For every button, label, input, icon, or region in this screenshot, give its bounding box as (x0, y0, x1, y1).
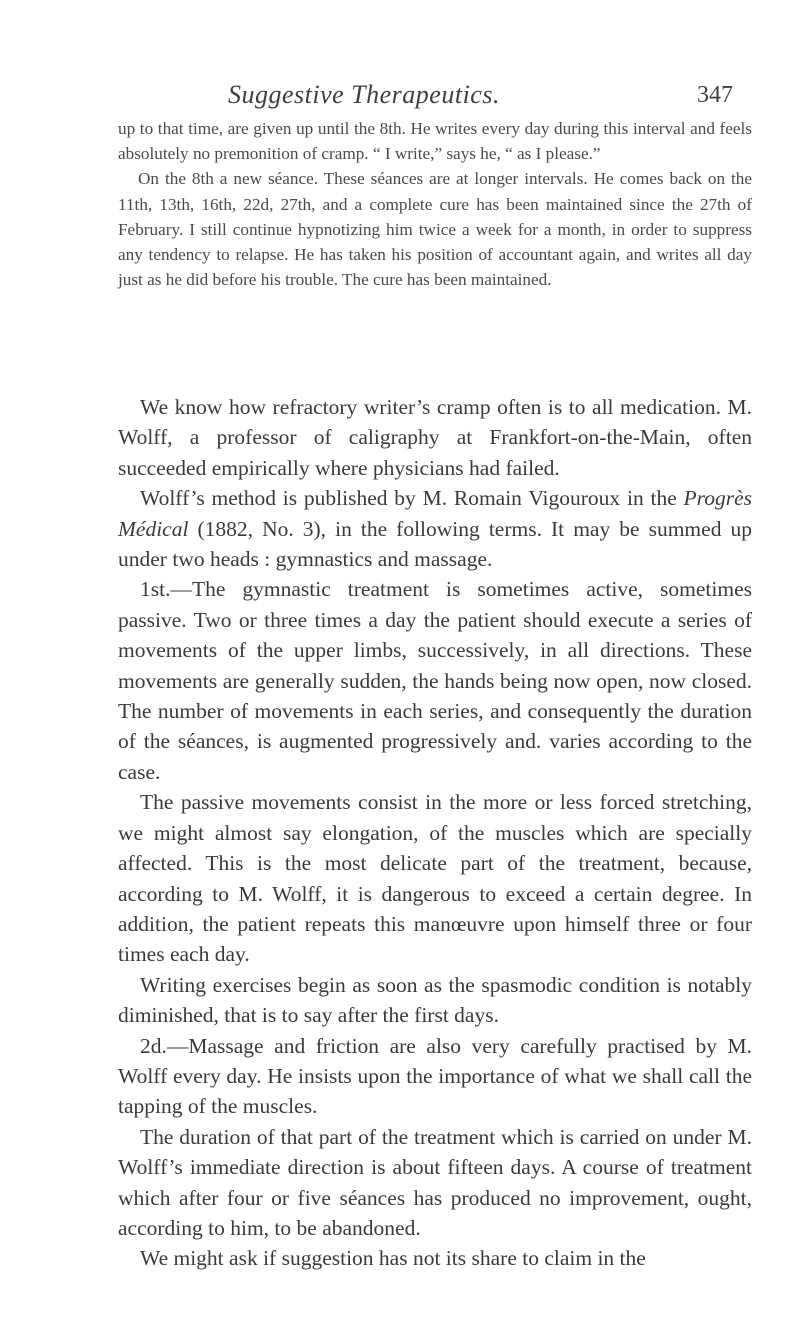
page-number: 347 (697, 82, 733, 108)
paragraph-passive-movements: The passive movements consist in the more or less forced stretching, we might almost say elongation, of the muscles which are specially affected. This is the most delicate part of the treatment, because, according to M. Wolff, it is dangerous to exceed a certain degree. In addition, the patient repeats this manœuvre upon himself three or four times each day. (118, 790, 752, 967)
paragraph-writing-exercises: Writing exercises begin as soon as the spasmodic condition is notably diminished, that is to say after the first days. (118, 972, 752, 1028)
paragraph-duration: The duration of that part of the treatment which is carried on under M. Wolff’s immediate direction is about fifteen days. A course of treatment which after four or five séances has produced no improvement, ought, according to him, to be abandoned. (118, 1124, 752, 1240)
paragraph-massage: 2d.—Massage and friction are also very carefully practised by M. Wolff every day. He insists upon the importance of what we shall call the tapping of the muscles. (118, 1033, 752, 1119)
main-text-block (118, 392, 752, 1274)
running-title: Suggestive Therapeutics. (228, 80, 500, 109)
paragraph-seance-cure: On the 8th a new séance. These séances are at longer intervals. He comes back on the 11th, 13th, 16th, 22d, 27th, and a complete cure has been maintained since the 27th of February. I still continue hypnotizing him twice a week for a month, in order to suppress any tendency to relapse. He has taken his position of accountant again, and writes all day just as he did before his trouble. The cure has been maintained. (118, 169, 752, 290)
journal-title: Progrès Médical (118, 486, 752, 541)
paragraph-gymnastic: 1st.—The gymnastic treatment is sometimes active, sometimes passive. Two or three times a day the patient should execute a series of movements of the upper limbs, successively, in all directions. These movements are generally sudden, the hands being now open, now closed. The number of movements in each series, and consequently the duration of the séances, is augmented progressively and. varies according to the case. (118, 577, 752, 784)
small-print-block (118, 116, 752, 292)
running-head (0, 80, 801, 116)
paragraph-suggestion: We might ask if suggestion has not its share to claim in the (140, 1246, 646, 1271)
paragraph-wolff-method: Wolff’s method is published by M. Romain Vigouroux in the Progrès Médical (1882, No. 3), in the following terms. It may be summed up under two heads : gymnastics and massage. (118, 486, 752, 572)
paragraph-writers-cramp: We know how refractory writer’s cramp often is to all medication. M. Wolff, a professor of caligraphy at Frankfort-on-the-Main, often succeeded empirically where physicians had failed. (118, 395, 752, 480)
paragraph-continuation: up to that time, are given up until the 8th. He writes every day during this interval and feels absolutely no premonition of cramp. “ I write,” says he, “ as I please.” (118, 119, 752, 164)
